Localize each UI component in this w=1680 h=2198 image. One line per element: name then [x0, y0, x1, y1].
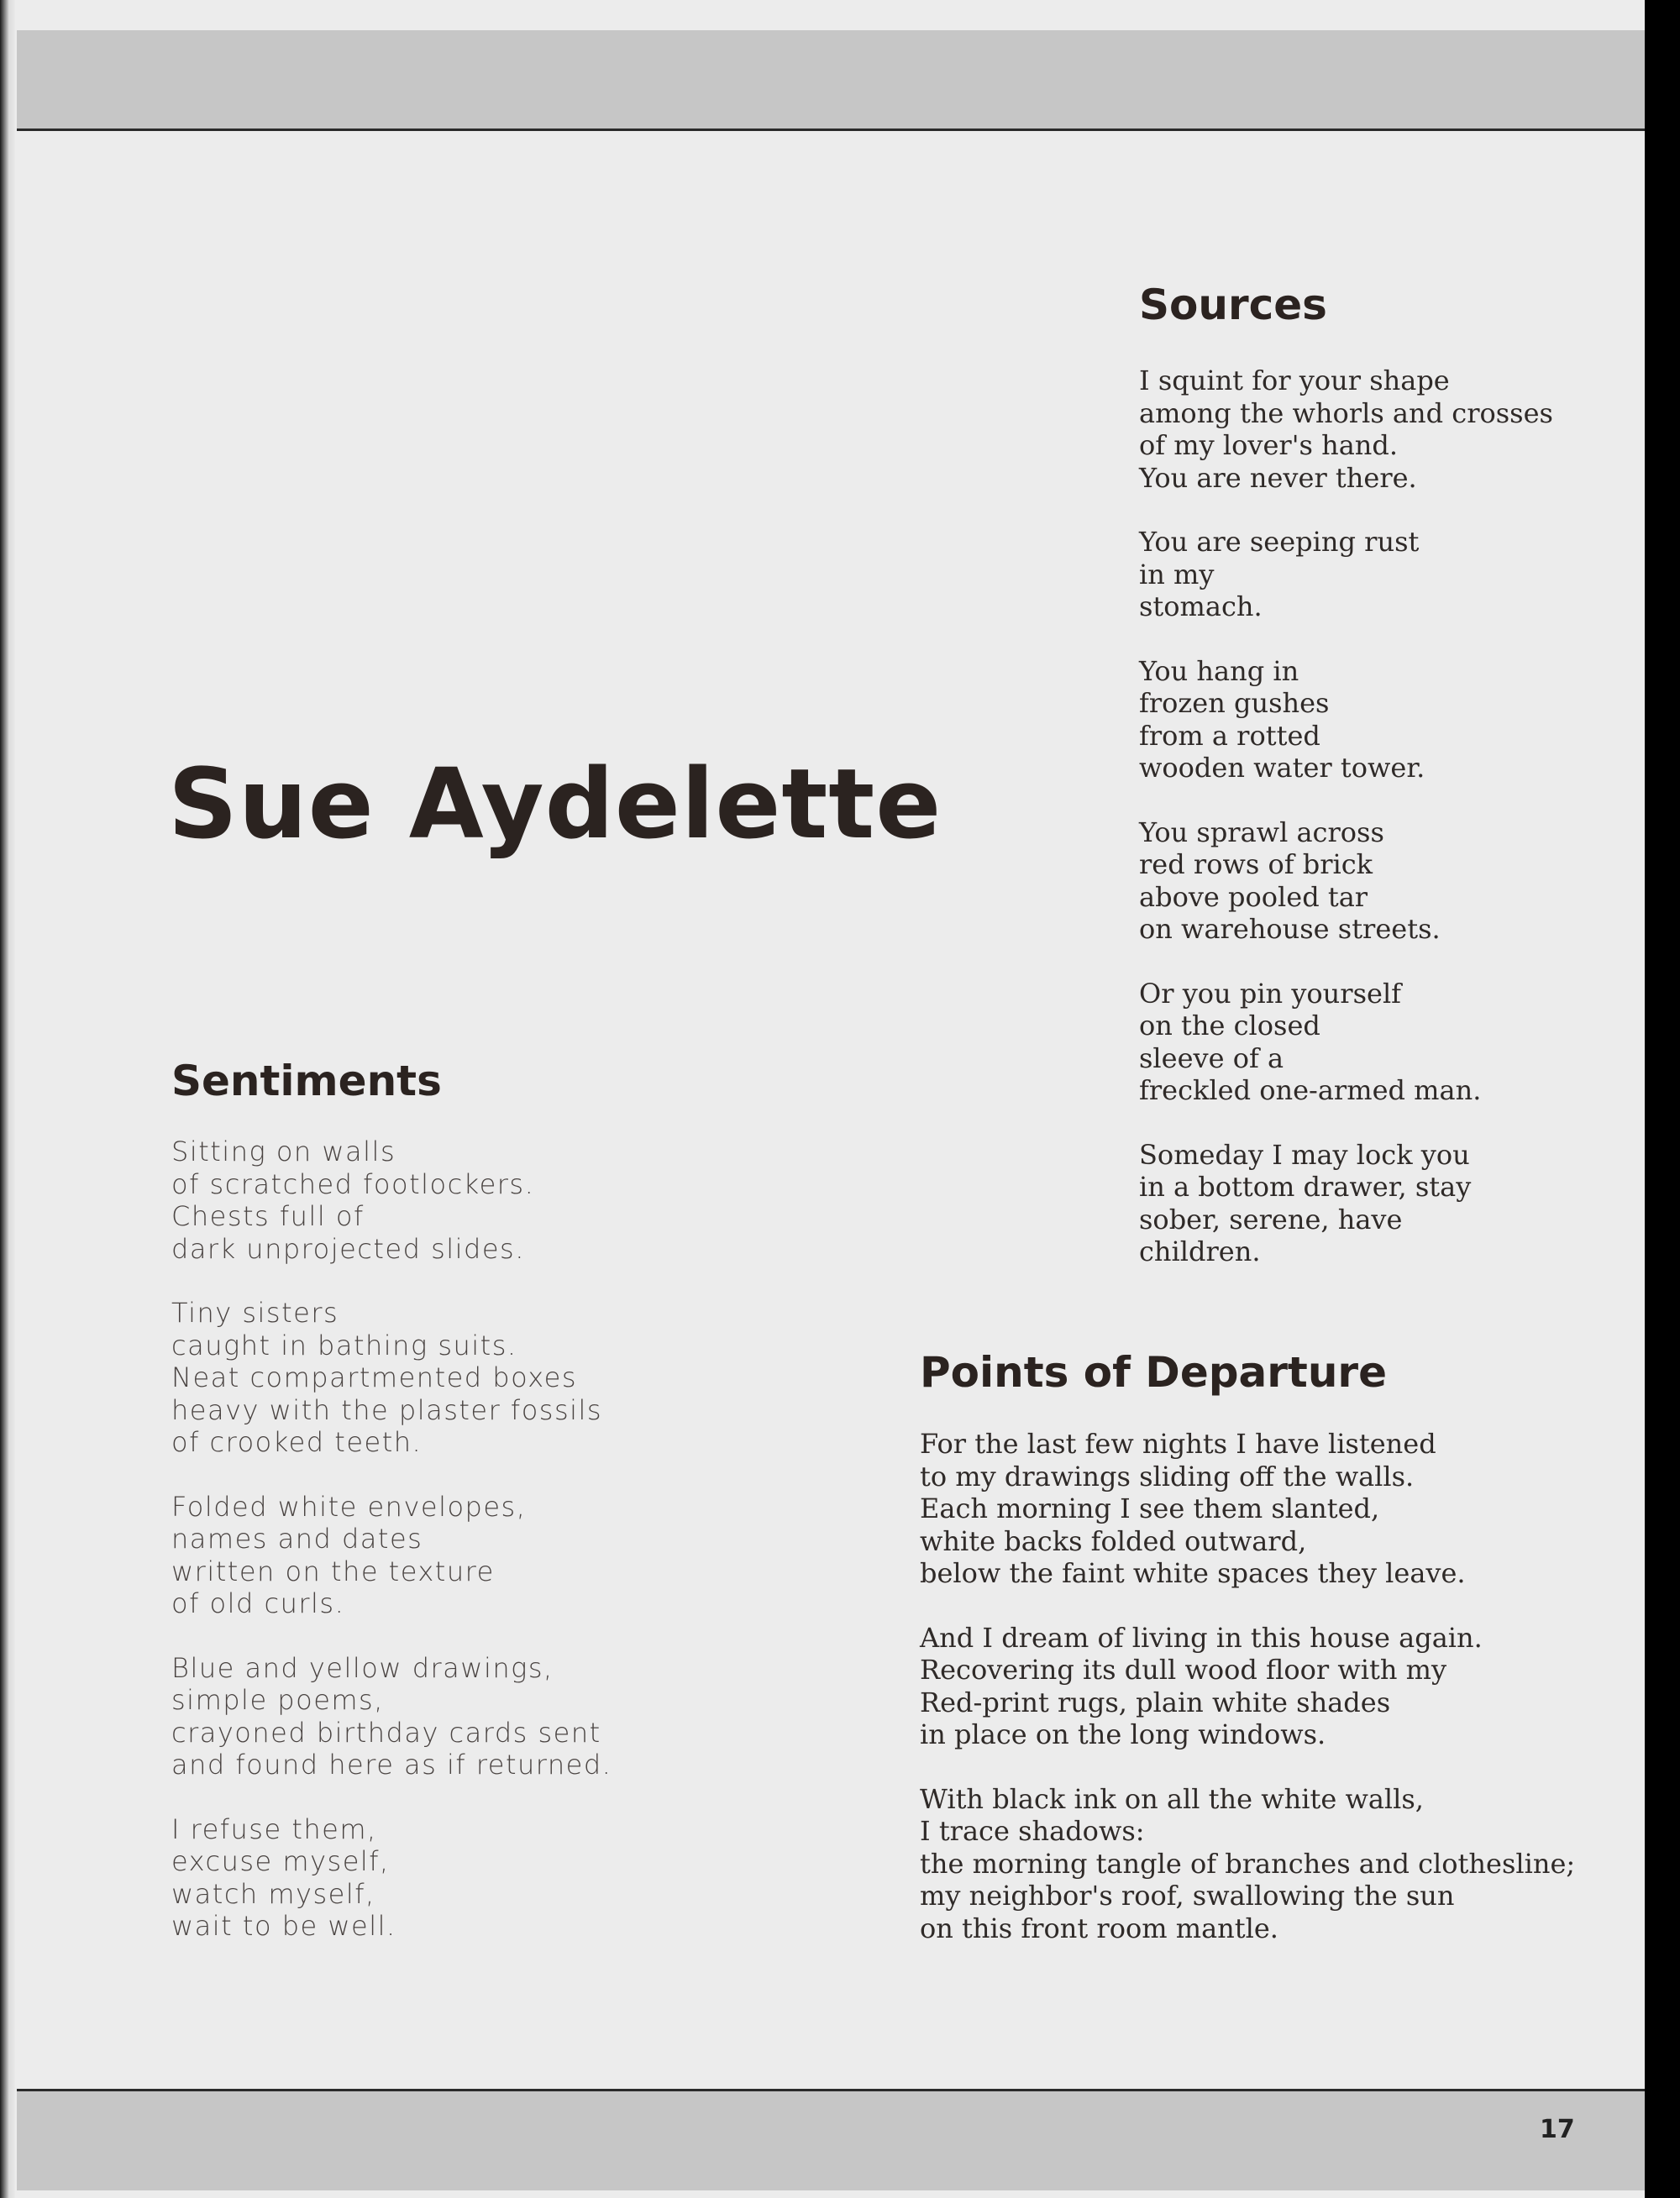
poem-line: With black ink on all the white walls,	[920, 1782, 1424, 1815]
stanza	[171, 1491, 675, 1620]
header-band	[17, 30, 1645, 131]
poem-line: in a bottom drawer, stay	[1139, 1171, 1472, 1203]
poem-line: You hang in	[1139, 654, 1299, 687]
poem-line: Folded white envelopes,	[171, 1490, 527, 1523]
poem-line: among the whorls and crosses	[1139, 396, 1553, 429]
poem-line: and found here as if returned.	[171, 1749, 612, 1781]
poem-line: of my lover's hand.	[1139, 429, 1399, 461]
poem-line: above pooled tar	[1139, 880, 1368, 913]
poem-line: below the faint white spaces they leave.	[920, 1557, 1466, 1589]
stanza	[920, 1622, 1642, 1751]
poem-line: on warehouse streets.	[1139, 913, 1441, 945]
poem-line: dark unprojected slides.	[171, 1232, 525, 1265]
stanza	[171, 1297, 675, 1459]
poem-line: of crooked teeth.	[171, 1426, 423, 1458]
poem-line: the morning tangle of branches and clothesline;	[920, 1847, 1576, 1880]
poem-line: caught in bathing suits.	[171, 1329, 517, 1361]
stanza	[1139, 816, 1643, 946]
poem-line: Or you pin yourself	[1139, 977, 1402, 1010]
poem-line: wait to be well.	[171, 1910, 396, 1942]
poem-line: I refuse them,	[171, 1812, 377, 1845]
stanza	[1139, 526, 1643, 623]
poem-line: sleeve of a	[1139, 1041, 1284, 1074]
footer-band	[17, 2089, 1645, 2190]
poem-body-departure	[920, 1428, 1642, 1976]
poem-line: red rows of brick	[1139, 848, 1373, 880]
binding-edge	[0, 0, 15, 2198]
poem-line: stomach.	[1139, 590, 1263, 622]
stanza	[171, 1813, 675, 1943]
poem-line: of scratched footlockers.	[171, 1167, 535, 1200]
poem-line: Each morning I see them slanted,	[920, 1492, 1380, 1524]
poem-line: Neat compartmented boxes	[171, 1361, 577, 1393]
poem-line: sober, serene, have	[1139, 1203, 1403, 1235]
stanza	[1139, 655, 1643, 784]
poem-line: heavy with the plaster fossils	[171, 1393, 603, 1426]
poem-line: on the closed	[1139, 1010, 1320, 1041]
stanza	[920, 1783, 1642, 1945]
stanza	[1139, 365, 1643, 494]
poem-body-sources	[1139, 365, 1643, 1300]
poem-line: white backs folded outward,	[920, 1524, 1307, 1557]
poem-line: children.	[1139, 1235, 1261, 1267]
poem-line: excuse myself,	[171, 1845, 390, 1877]
poem-body-sentiments	[171, 1136, 675, 1975]
poem-line: You are never there.	[1139, 461, 1417, 494]
poem-line: freckled one-armed man.	[1139, 1074, 1482, 1106]
stanza	[171, 1136, 675, 1265]
poem-line: Red-print rugs, plain white shades	[920, 1686, 1391, 1718]
stanza	[171, 1652, 675, 1781]
stanza	[1139, 1139, 1643, 1268]
scan-border	[1645, 0, 1680, 2198]
poem-line: written on the texture	[171, 1555, 495, 1587]
poem-line: And I dream of living in this house again.	[920, 1621, 1483, 1654]
poem-title-departure: Points of Departure	[920, 1348, 1387, 1397]
poem-line: Sitting on walls	[171, 1136, 396, 1167]
poem-line: names and dates	[171, 1523, 423, 1555]
stanza	[920, 1428, 1642, 1590]
poem-line: For the last few nights I have listened	[920, 1428, 1436, 1460]
poem-line: to my drawings sliding off the walls.	[920, 1460, 1415, 1492]
poem-line: Chests full of	[171, 1200, 365, 1232]
poem-line: Tiny sisters	[171, 1297, 339, 1329]
poem-line: simple poems,	[171, 1684, 384, 1716]
poem-line: from a rotted	[1139, 719, 1320, 752]
stanza	[1139, 978, 1643, 1107]
poem-line: Blue and yellow drawings,	[171, 1651, 554, 1684]
poem-line: frozen gushes	[1139, 687, 1330, 719]
poem-line: of old curls.	[171, 1587, 345, 1619]
author-name: Sue Aydelette	[168, 748, 942, 861]
poem-line: in place on the long windows.	[920, 1718, 1326, 1750]
page-number: 17	[1540, 2115, 1575, 2144]
poem-line: I trace shadows:	[920, 1815, 1145, 1847]
poem-title-sentiments: Sentiments	[171, 1057, 442, 1105]
poem-line: You are seeping rust	[1139, 526, 1420, 558]
poem-line: my neighbor's roof, swallowing the sun	[920, 1880, 1455, 1912]
poem-line: crayoned birthday cards sent	[171, 1716, 601, 1749]
poem-line: Someday I may lock you	[1139, 1138, 1470, 1171]
poem-line: I squint for your shape	[1139, 365, 1450, 396]
poem-title-sources: Sources	[1139, 281, 1327, 329]
poem-line: watch myself,	[171, 1877, 375, 1910]
poem-line: on this front room mantle.	[920, 1912, 1278, 1944]
poem-line: in my	[1139, 558, 1215, 590]
poem-line: You sprawl across	[1139, 816, 1384, 848]
poem-line: Recovering its dull wood floor with my	[920, 1654, 1447, 1686]
poem-line: wooden water tower.	[1139, 752, 1425, 784]
